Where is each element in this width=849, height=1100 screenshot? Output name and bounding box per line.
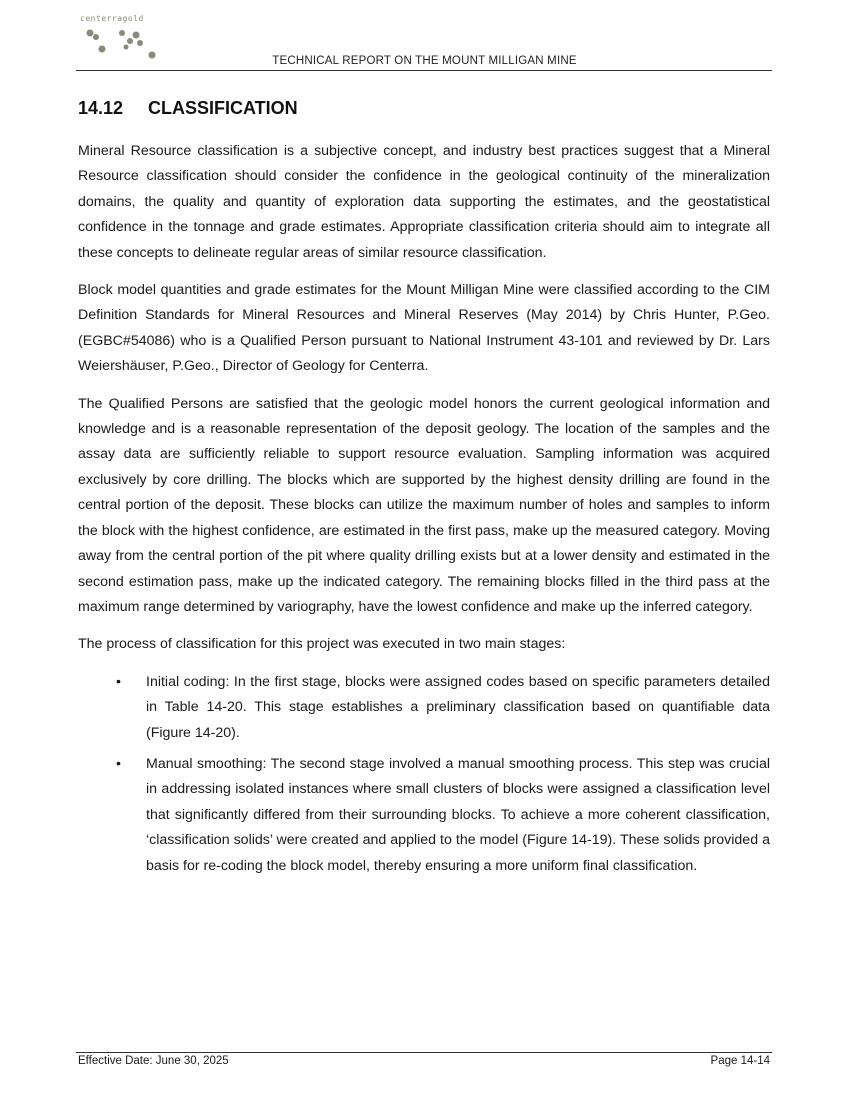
list-item	[78, 670, 770, 746]
bullet-list	[78, 670, 770, 879]
paragraph: Block model quantities and grade estimates for the Mount Milligan Mine were classified according to the CIM Definition Standards for Mineral Resources and Mineral Reserves (May 2014) by Chris Hunter, P.Geo. (EGBC#54086) who is a Qualified Person pursuant to National Instrument 43-101 and reviewed by Dr. Lars Weiershäuser, P.Geo., Director of Geology for Centerra.	[78, 282, 770, 375]
list-item	[78, 752, 770, 879]
logo-wordmark: centerragold	[80, 14, 144, 23]
bullet-icon: •	[116, 673, 121, 690]
section-heading	[78, 98, 770, 119]
page-number: Page 14-14	[710, 1055, 770, 1067]
bullet-icon: •	[116, 755, 121, 772]
footer-divider	[76, 1052, 772, 1053]
paragraph: The process of classification for this project was executed in two main stages:	[78, 636, 566, 653]
paragraph: Mineral Resource classification is a subjective concept, and industry best practices suggest that a Mineral Resource classification should consider the confidence in the geological continuity of the mineralization domains, the quality and quantity of exploration data supporting the estimates, and the geostatistical confidence in the tonnage and grade estimates. Appropriate classification criteria should aim to integrate all these concepts to delineate regular areas of similar resource classification.	[78, 143, 770, 261]
paragraph: The Qualified Persons are satisfied that the geologic model honors the current geological information and knowledge and is a reasonable representation of the deposit geology. The location of the samples and the assay data are sufficiently reliable to support resource evaluation. Sampling information was acquired exclusively by core drilling. The blocks which are supported by the highest density drilling are found in the central portion of the deposit. These blocks can utilize the maximum number of holes and samples to inform the block with the highest confidence, are estimated in the first pass, make up the measured category. Moving away from the central portion of the pit where quality drilling exists but at a lower density and estimated in the second estimation pass, make up the indicated category. The remaining blocks filled in the third pass at the maximum range determined by variography, have the lowest confidence and make up the inferred category.	[78, 395, 770, 615]
section-title: CLASSIFICATION	[148, 98, 298, 118]
page-body	[78, 98, 770, 885]
report-header-title: TECHNICAL REPORT ON THE MOUNT MILLIGAN MINE	[272, 55, 577, 67]
list-item-text: Manual smoothing: The second stage involved a manual smoothing process. This step was crucial in addressing isolated instances where small clusters of blocks were assigned a classification level that significantly differed from their surrounding blocks. To achieve a more coherent classification, ‘classification solids’ were created and applied to the model (Figure 14-19). These solids provided a basis for re-coding the block model, thereby ensuring a more uniform final classification.	[146, 755, 770, 874]
list-item-text: Initial coding: In the first stage, blocks were assigned codes based on specific parameters detailed in Table 14-20. This stage establishes a preliminary classification based on quantifiable data (Figure 14-20).	[146, 673, 770, 741]
section-number: 14.12	[78, 98, 124, 118]
header-divider	[76, 70, 772, 71]
effective-date: Effective Date: June 30, 2025	[78, 1055, 229, 1067]
